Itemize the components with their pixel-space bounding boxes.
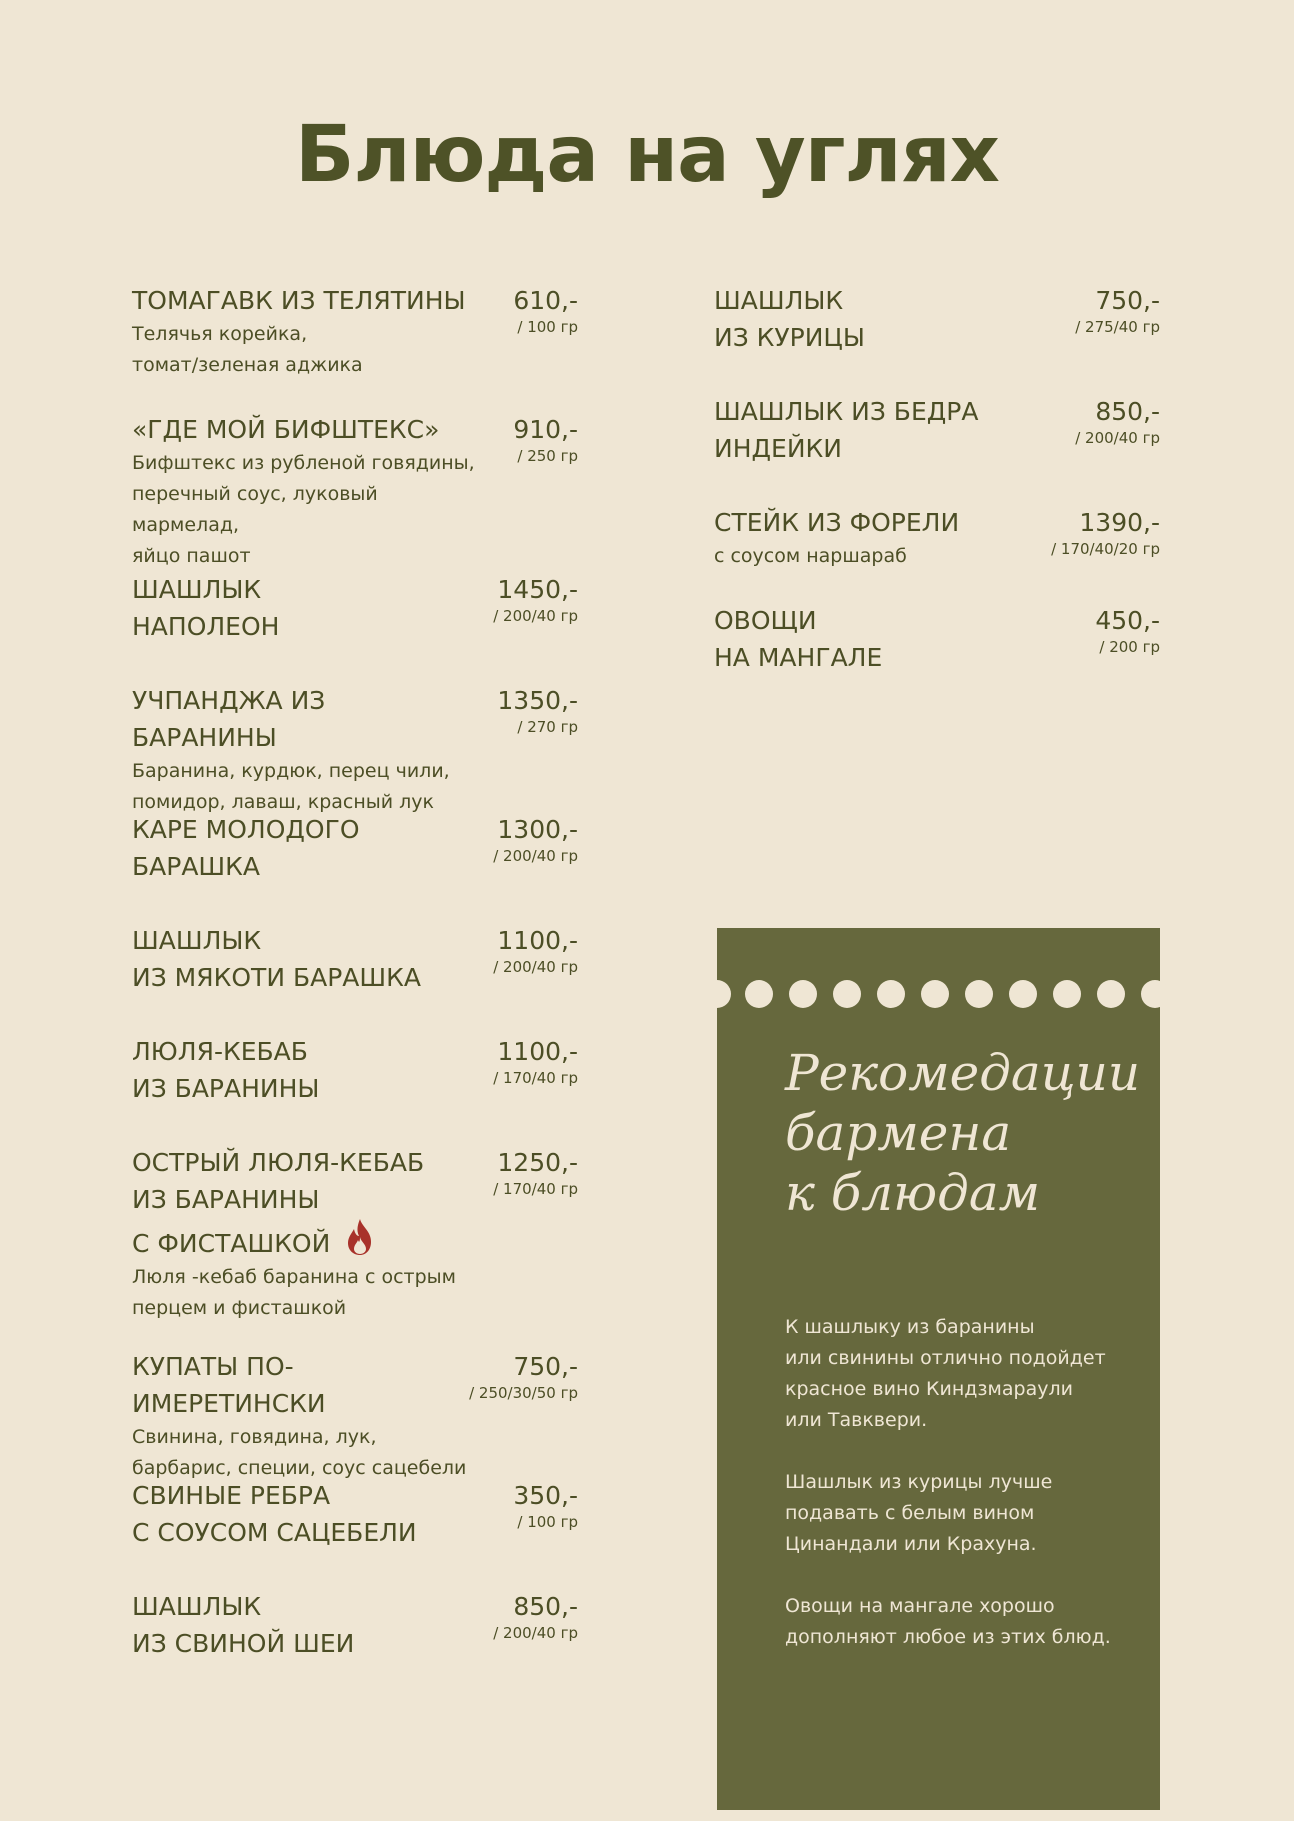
item-price: 1350,- [497,686,578,715]
item-name: УЧПАНДЖА ИЗ БАРАНИНЫ [132,686,326,752]
menu-item [714,602,1160,713]
item-weight: / 275/40 гр [1075,318,1160,336]
item-weight: / 270 гр [517,718,578,736]
panel-title: Рекомедации бармена к блюдам [785,1044,1141,1222]
menu-item [132,922,578,1033]
item-description: Люля -кебаб баранина с острым перцем и фисташкой [132,1266,456,1319]
menu-item [132,1033,578,1144]
item-name-line: ОСТРЫЙ ЛЮЛЯ-КЕБАБ [132,1148,425,1177]
item-weight: / 100 гр [517,318,578,336]
perforation-dot [703,980,731,1008]
item-name: ШАШЛЫК ИЗ КУРИЦЫ [714,286,865,352]
perforation-dot [1009,980,1037,1008]
item-description: Баранина, курдюк, перец чили, помидор, лаваш, красный лук [132,760,450,813]
item-name: ШАШЛЫК ИЗ МЯКОТИ БАРАШКА [132,926,421,992]
item-price: 750,- [513,1352,578,1381]
recommendation-paragraph: Овощи на мангале хорошо дополняют любое из этих блюд. [785,1595,1111,1648]
menu-item [132,811,578,922]
bartender-recommendations-panel [717,928,1160,1810]
perforation-dots [717,980,1160,1010]
item-name: ЛЮЛЯ-КЕБАБ ИЗ БАРАНИНЫ [132,1037,320,1103]
item-weight: / 200/40 гр [493,607,578,625]
item-price: 910,- [513,415,578,444]
perforation-dot [789,980,817,1008]
menu-item [714,282,1160,393]
item-price: 850,- [513,1592,578,1621]
menu-item [132,1477,578,1588]
item-name: КУПАТЫ ПО-ИМЕРЕТИНСКИ [132,1352,326,1418]
perforation-dot [1053,980,1081,1008]
item-description: Свинина, говядина, лук, барбарис, специи, соус сацебели [132,1426,467,1479]
perforation-dot [745,980,773,1008]
item-name: «ГДЕ МОЙ БИФШТЕКС» [132,415,440,444]
item-price: 610,- [513,286,578,315]
menu-item [132,1144,578,1348]
recommendation-paragraph: Шашлык из курицы лучше подавать с белым вином Цинандали или Крахуна. [785,1471,1053,1555]
item-price: 1100,- [497,1037,578,1066]
menu-item [132,1348,578,1477]
item-weight: / 170/40 гр [493,1069,578,1087]
item-name [132,1144,477,1262]
item-weight: / 200/40 гр [493,1624,578,1642]
menu-column-left [132,282,578,1699]
menu-item [714,504,1160,602]
item-price: 1300,- [497,815,578,844]
item-description: с соусом наршараб [714,545,907,567]
perforation-dot [877,980,905,1008]
menu-column-right [714,282,1160,713]
item-name: СТЕЙК ИЗ ФОРЕЛИ [714,508,960,537]
item-price: 850,- [1095,397,1160,426]
recommendation-paragraph: К шашлыку из баранины или свинины отлично подойдет красное вино Киндзмараули или Тавквери. [785,1316,1106,1431]
item-price: 350,- [513,1481,578,1510]
item-name: ОВОЩИ НА МАНГАЛЕ [714,606,883,672]
item-price: 750,- [1095,286,1160,315]
item-name: ШАШЛЫК ИЗ БЕДРА ИНДЕЙКИ [714,397,979,463]
item-weight: / 170/40/20 гр [1051,540,1160,558]
item-price: 450,- [1095,606,1160,635]
item-name: ШАШЛЫК НАПОЛЕОН [132,575,280,641]
item-weight: / 200 гр [1099,638,1160,656]
item-price: 1390,- [1079,508,1160,537]
item-price: 1100,- [497,926,578,955]
item-name: ШАШЛЫК ИЗ СВИНОЙ ШЕИ [132,1592,355,1658]
item-weight: / 200/40 гр [493,847,578,865]
menu-item [714,393,1160,504]
item-weight: / 170/40 гр [493,1180,578,1198]
item-weight: / 250/30/50 гр [469,1384,578,1402]
menu-item [132,1588,578,1699]
menu-item [132,682,578,811]
item-name: ТОМАГАВК ИЗ ТЕЛЯТИНЫ [132,286,466,315]
fire-icon [344,1218,376,1256]
item-weight: / 200/40 гр [1075,429,1160,447]
item-name-line: ИЗ БАРАНИНЫ [132,1185,320,1214]
item-description: Бифштекс из рубленой говядины, перечный соус, луковый мармелад, яйцо пашот [132,452,475,567]
perforation-dot [1141,980,1169,1008]
menu-item [132,571,578,682]
item-weight: / 250 гр [517,447,578,465]
menu-item [132,282,578,411]
page-title: Блюда на углях [295,110,999,200]
item-name: СВИНЫЕ РЕБРА С СОУСОМ САЦЕБЕЛИ [132,1481,417,1547]
panel-text [785,1312,1125,1684]
item-name-line: С ФИСТАШКОЙ [132,1218,477,1262]
menu-item [132,411,578,571]
item-price: 1450,- [497,575,578,604]
perforation-dot [965,980,993,1008]
perforation-dot [921,980,949,1008]
perforation-dot [1097,980,1125,1008]
item-weight: / 100 гр [517,1513,578,1531]
perforation-dot [833,980,861,1008]
item-weight: / 200/40 гр [493,958,578,976]
item-price: 1250,- [497,1148,578,1177]
item-description: Телячья корейка, томат/зеленая аджика [132,323,363,376]
item-name: КАРЕ МОЛОДОГО БАРАШКА [132,815,360,881]
